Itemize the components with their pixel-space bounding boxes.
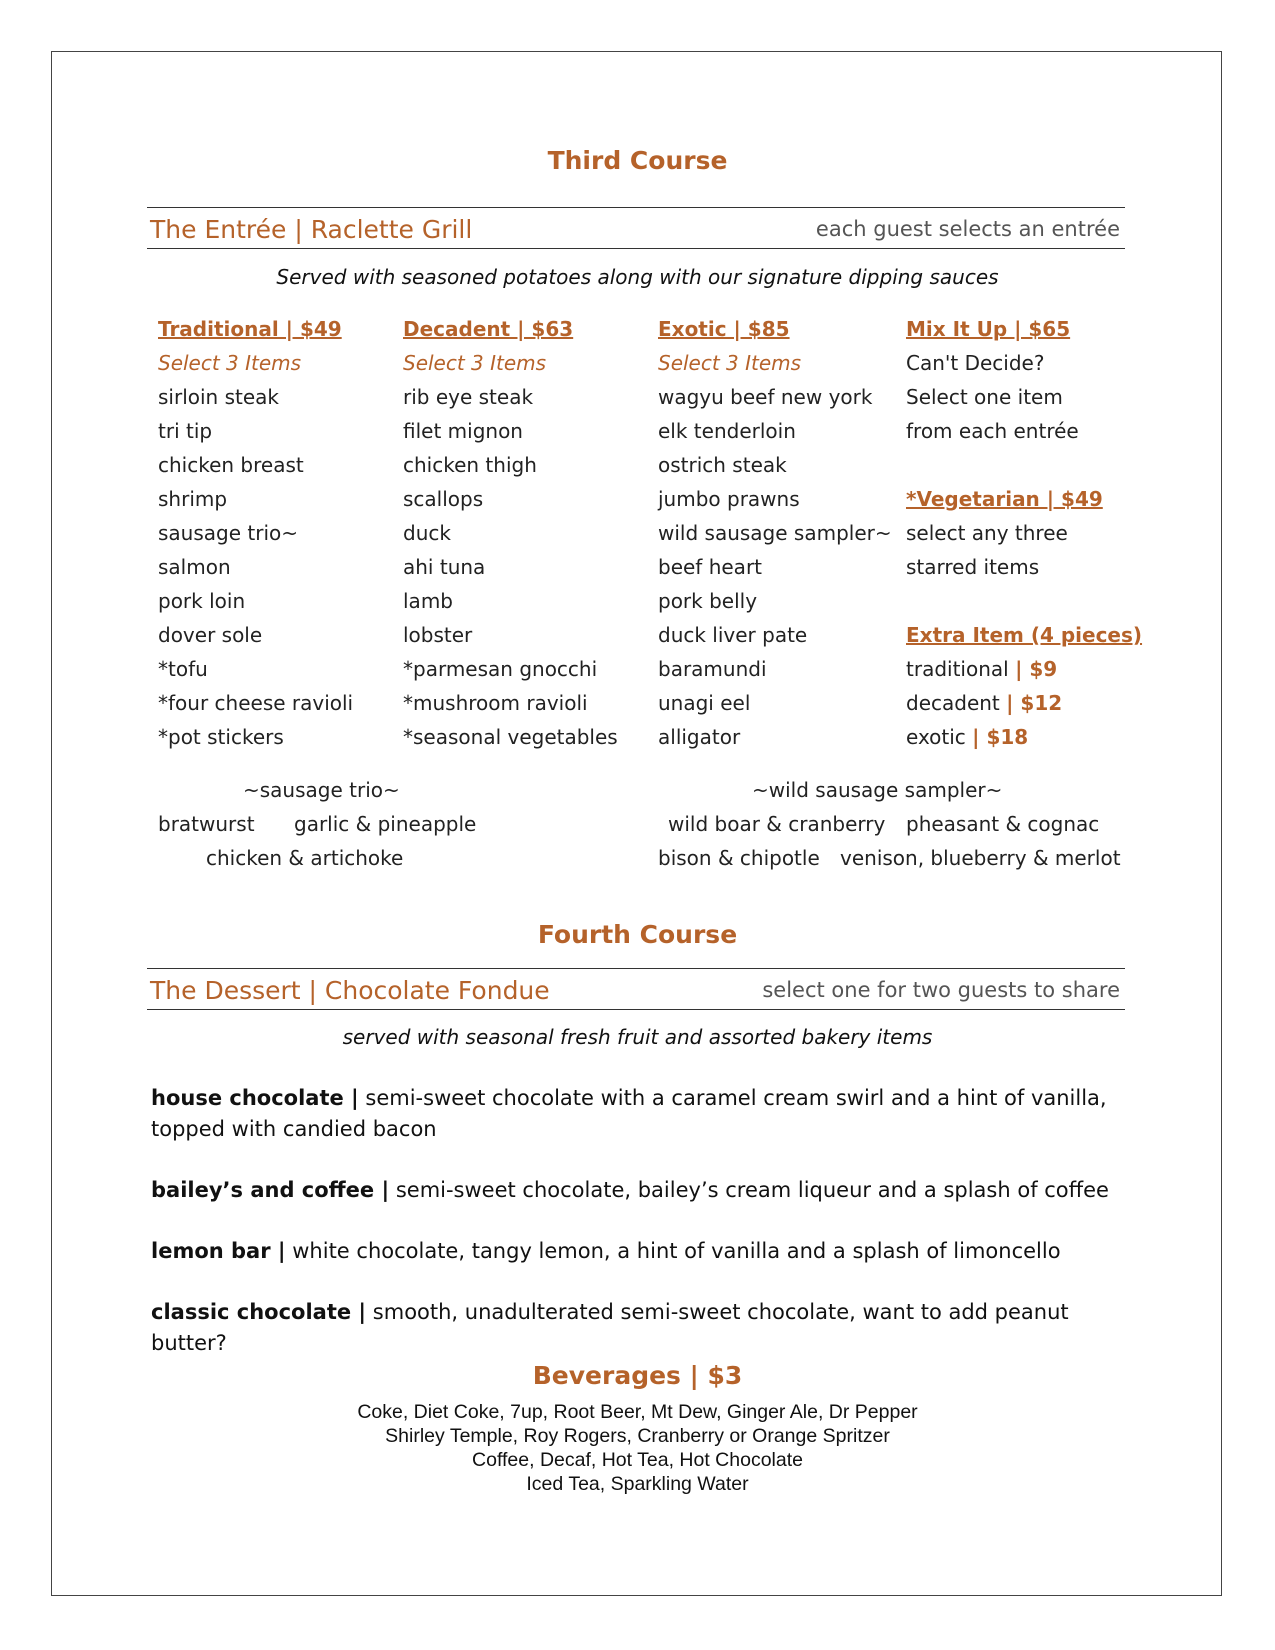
menu-item: *mushroom ravioli: [403, 691, 588, 715]
menu-item: dover sole: [158, 623, 263, 647]
mix-line: from each entrée: [906, 419, 1079, 443]
extra-item-name: traditional: [906, 657, 1009, 681]
dessert-description: white chocolate, tangy lemon, a hint of vanilla and a splash of limoncello: [292, 1239, 1061, 1263]
entree-subline: Served with seasoned potatoes along with our signature dipping sauces: [276, 265, 999, 289]
extra-item-name: exotic: [906, 725, 966, 749]
sausage-trio-title: ~sausage trio~: [243, 778, 400, 802]
menu-item: pork belly: [658, 589, 758, 613]
beverages-title: Beverages | $3: [532, 1361, 743, 1390]
menu-item: duck liver pate: [658, 623, 808, 647]
menu-item: unagi eel: [658, 691, 751, 715]
menu-item: shrimp: [158, 487, 228, 511]
vegetarian-line: starred items: [906, 555, 1040, 579]
menu-item: lamb: [403, 589, 453, 613]
extra-item: [906, 652, 1142, 686]
dessert-subline: served with seasonal fresh fruit and assorted bakery items: [342, 1025, 933, 1049]
menu-item: wagyu beef new york: [658, 385, 873, 409]
extra-item-header: Extra Item (4 pieces): [906, 623, 1143, 647]
beverage-line: Coke, Diet Coke, 7up, Root Beer, Mt Dew, Ginger Ale, Dr Pepper: [357, 1401, 918, 1423]
menu-item: sausage trio~: [158, 521, 298, 545]
column-header: Decadent | $63: [403, 317, 574, 341]
wild-sampler-item: wild boar & cranberry: [668, 812, 886, 836]
menu-item: chicken thigh: [403, 453, 537, 477]
menu-item: elk tenderloin: [658, 419, 796, 443]
vegetarian-line: select any three: [906, 521, 1068, 545]
dessert-name: house chocolate |: [151, 1086, 359, 1110]
beverage-line: Iced Tea, Sparkling Water: [526, 1473, 749, 1495]
dessert-description: semi-sweet chocolate, bailey’s cream liqueur and a splash of coffee: [395, 1178, 1109, 1202]
mix-line: Select one item: [906, 385, 1063, 409]
menu-item: salmon: [158, 555, 231, 579]
menu-item: beef heart: [658, 555, 763, 579]
menu-item: *pot stickers: [158, 725, 284, 749]
beverages-list: [0, 1400, 1275, 1496]
select-note: Select 3 Items: [158, 351, 302, 375]
menu-item: jumbo prawns: [658, 487, 800, 511]
dessert-item: [151, 1083, 1111, 1145]
dessert-item: [151, 1236, 1111, 1267]
dessert-description: smooth, unadulterated semi-sweet chocolate, want to add peanut butter?: [151, 1300, 1069, 1355]
entree-section-note: each guest selects an entrée: [815, 217, 1120, 241]
third-course-title: Third Course: [547, 146, 728, 175]
mix-header: Mix It Up | $65: [906, 317, 1071, 341]
menu-column-mix: [906, 312, 1142, 754]
dessert-top-rule: [147, 968, 1125, 969]
dessert-section-note: select one for two guests to share: [762, 978, 1120, 1002]
dessert-name: bailey’s and coffee |: [151, 1178, 390, 1202]
beverage-line: Coffee, Decaf, Hot Tea, Hot Chocolate: [472, 1449, 803, 1471]
menu-item: sirloin steak: [158, 385, 279, 409]
extra-item-price: | $18: [972, 725, 1029, 749]
extra-item-price: | $9: [1015, 657, 1058, 681]
entree-bottom-rule: [147, 248, 1125, 249]
menu-item: *parmesan gnocchi: [403, 657, 598, 681]
wild-sampler-title: ~wild sausage sampler~: [752, 778, 1003, 802]
fourth-course-title: Fourth Course: [537, 920, 738, 949]
menu-item: chicken breast: [158, 453, 304, 477]
entree-top-rule: [147, 207, 1125, 208]
select-note: Select 3 Items: [658, 351, 802, 375]
extra-item-price: | $12: [1006, 691, 1063, 715]
entree-section-bar: [150, 211, 1120, 247]
column-header: Exotic | $85: [658, 317, 790, 341]
spacer: [906, 584, 1142, 618]
menu-item: wild sausage sampler~: [658, 521, 892, 545]
menu-item: *tofu: [158, 657, 208, 681]
menu-item: filet mignon: [403, 419, 523, 443]
dessert-item: [151, 1297, 1111, 1359]
select-note: Select 3 Items: [403, 351, 547, 375]
menu-item: *four cheese ravioli: [158, 691, 354, 715]
menu-item: *seasonal vegetables: [403, 725, 618, 749]
menu-item: lobster: [403, 623, 473, 647]
beverage-line: Shirley Temple, Roy Rogers, Cranberry or Orange Spritzer: [385, 1425, 890, 1447]
menu-item: ostrich steak: [658, 453, 787, 477]
extra-item-name: decadent: [906, 691, 1000, 715]
sausage-trio-item: garlic & pineapple: [294, 812, 477, 836]
vegetarian-header: *Vegetarian | $49: [906, 487, 1103, 511]
sausage-trio-item: chicken & artichoke: [206, 846, 404, 870]
menu-item: pork loin: [158, 589, 246, 613]
wild-sampler-item: venison, blueberry & merlot: [840, 846, 1121, 870]
menu-item: scallops: [403, 487, 484, 511]
column-header: Traditional | $49: [158, 317, 342, 341]
dessert-bottom-rule: [147, 1009, 1125, 1010]
mix-line: Can't Decide?: [906, 351, 1045, 375]
wild-sampler-item: pheasant & cognac: [906, 812, 1100, 836]
menu-item: baramundi: [658, 657, 767, 681]
menu-column-decadent: [403, 312, 618, 754]
menu-item: duck: [403, 521, 451, 545]
menu-column-exotic: [658, 312, 892, 754]
sausage-trio-item: bratwurst: [158, 812, 255, 836]
dessert-name: lemon bar |: [151, 1239, 286, 1263]
menu-item: rib eye steak: [403, 385, 534, 409]
dessert-item: [151, 1175, 1111, 1206]
dessert-section-name: The Dessert | Chocolate Fondue: [150, 975, 550, 1005]
spacer: [906, 448, 1142, 482]
menu-item: tri tip: [158, 419, 213, 443]
menu-item: ahi tuna: [403, 555, 486, 579]
wild-sampler-item: bison & chipotle: [658, 846, 820, 870]
menu-item: alligator: [658, 725, 741, 749]
menu-column-traditional: [158, 312, 353, 754]
dessert-name: classic chocolate |: [151, 1300, 367, 1324]
dessert-description: semi-sweet chocolate with a caramel cream swirl and a hint of vanilla, topped with candied bacon: [151, 1086, 1107, 1141]
extra-item: [906, 720, 1142, 754]
dessert-section-bar: [150, 972, 1120, 1008]
entree-section-name: The Entrée | Raclette Grill: [150, 214, 473, 244]
extra-item: [906, 686, 1142, 720]
